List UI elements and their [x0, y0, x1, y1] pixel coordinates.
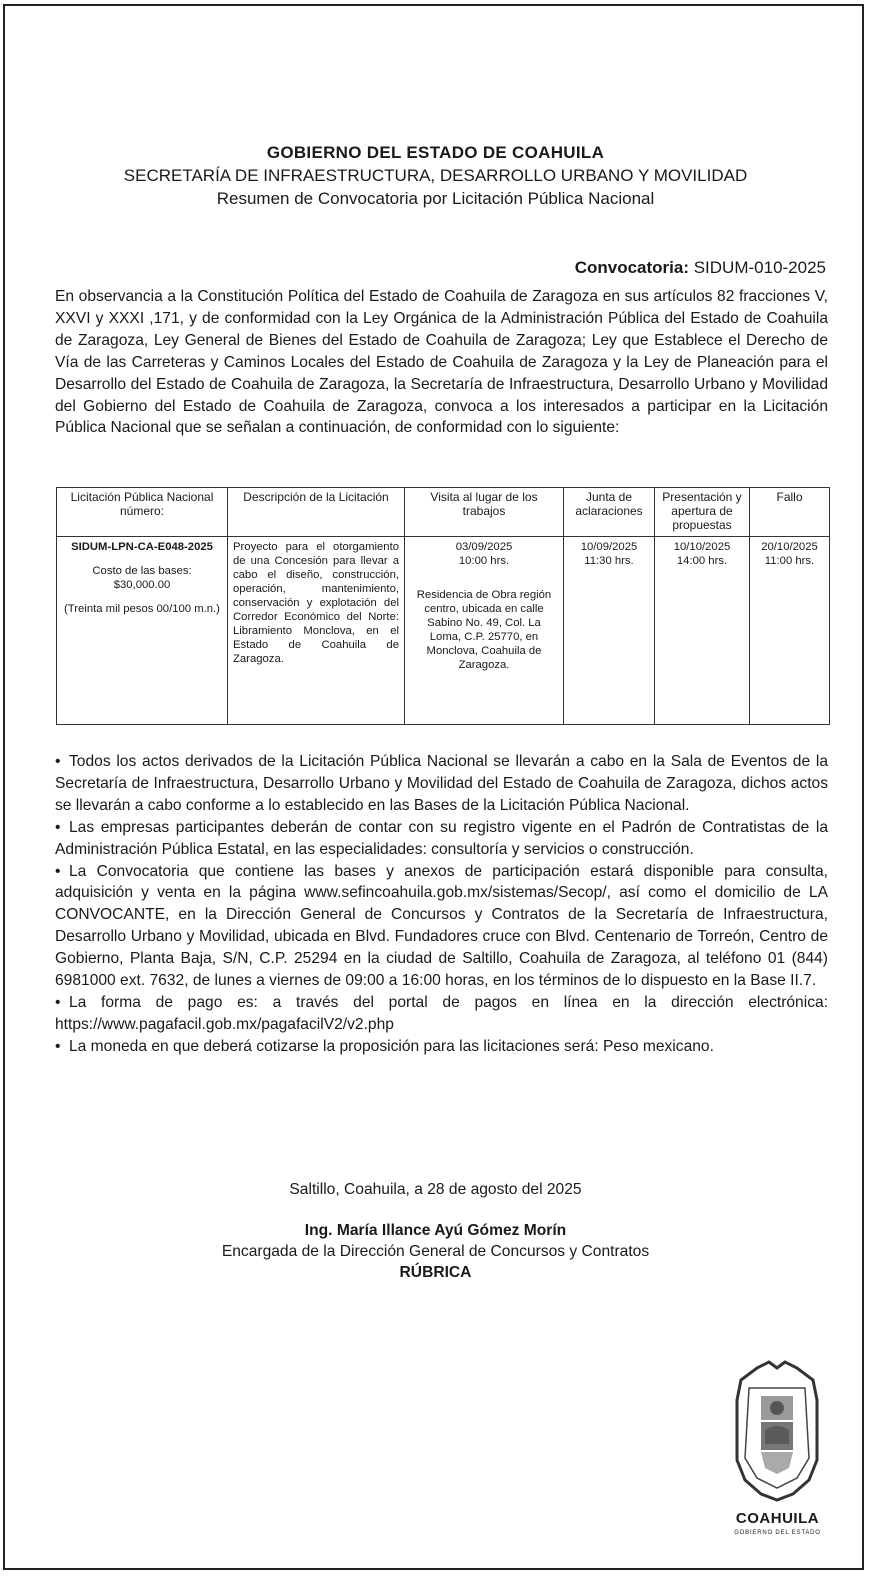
header-summary: Resumen de Convocatoria por Licitación Pública Nacional	[216, 189, 655, 208]
bullet-icon: •	[55, 862, 61, 880]
list-item: • La Convocatoria que contiene las bases y anexos de participación estará disponible para consulta, adquisición y venta en la página www.sefincoahuila.gob.mx/sistemas/Secop/, así como el domicilio de LA CONVOCANTE, en la Dirección General de Concursos y Contratos de la Secretaría de Infraestructura, Desarrollo Urbano y Movilidad, ubicada en Blvd. Fundadores cruce con Blvd. Centenario de Torreón, Centro de Gobierno, Planta Baja, S/N, C.P. 25294 en la ciudad de Saltillo, Coahuila de Zaragoza, al teléfono 01 (844) 6981000 ext. 7632, de lunes a viernes de 09:00 a 16:00 horas, en los términos de lo dispuesto en la Base II.7.	[55, 862, 828, 990]
present-time: 14:00 hrs.	[676, 555, 728, 567]
list-item: • Todos los actos derivados de la Licitación Pública Nacional se llevarán a cabo en la Sala de Eventos de la Secretaría de Infraestructura, Desarrollo Urbano y Movilidad del Estado de Coahuila de Zaragoza, dichos actos se llevarán a cabo conforme a lo establecido en las Bases de la Licitación Pública Nacional.	[55, 753, 828, 814]
cost-words: (Treinta mil pesos 00/100 m.n.)	[64, 603, 220, 615]
col-header-descripcion: Descripción de la Licitación	[228, 488, 405, 537]
coahuila-logo-subtitle: GOBIERNO DEL ESTADO	[734, 1530, 821, 1536]
bullet-icon: •	[55, 993, 61, 1011]
list-item: • Las empresas participantes deberán de contar con su registro vigente en el Padrón de Contratistas de la Administración Pública Estatal, en las especialidades: consultoría y servicios o construcción.	[55, 818, 828, 858]
rubrica-label: RÚBRICA	[399, 1264, 472, 1281]
signature-block	[0, 1220, 871, 1283]
col-header-numero: Licitación Pública Nacional número:	[57, 488, 228, 537]
licitacion-table	[56, 487, 830, 725]
list-item: • La moneda en que deberá cotizarse la proposición para las licitaciones será: Peso mexicano.	[55, 1036, 828, 1058]
signer-name: Ing. María Illance Ayú Gómez Morín	[304, 1222, 567, 1239]
cell-junta	[564, 537, 655, 725]
cell-presentacion	[655, 537, 750, 725]
list-item: • La forma de pago es: a través del portal de pagos en línea en la dirección electrónica: https://www.pagafacil.gob.mx/pagafacilV2/v2.php	[55, 993, 828, 1033]
col-header-presentacion: Presentación y apertura de propuestas	[655, 488, 750, 537]
visit-time: 10:00 hrs.	[458, 555, 510, 567]
cost-value: $30,000.00	[113, 579, 171, 591]
intro-paragraph: En observancia a la Constitución Política del Estado de Coahuila de Zaragoza en sus artículos 82 fracciones V, XXVI y XXXI ,171, y de conformidad con la Ley Orgánica de la Administración Pública del Estado de Coahuila de Zaragoza, Ley General de Bienes del Estado de Coahuila de Zaragoza; Ley que Establece el Derecho de Vía de las Carreteras y Caminos Locales del Estado de Coahuila de Zaragoza y la Ley de Planeación para el Desarrollo del Estado de Coahuila de Zaragoza, la Secretaría de Infraestructura, Desarrollo Urbano y Movilidad del Gobierno del Estado de Coahuila de Zaragoza, convoca a los interesados a participar en la Licitación Pública Nacional que se señalan a continuación, de conformidad con lo siguiente:	[55, 288, 828, 437]
bullet-icon: •	[55, 1037, 61, 1055]
cost-label: Costo de las bases:	[92, 565, 192, 577]
bullet-icon: •	[55, 818, 61, 836]
visit-place: Residencia de Obra región centro, ubicada en calle Sabino No. 49, Col. La Loma, C.P. 25770, en Monclova, Coahuila de Zaragoza.	[416, 589, 552, 671]
document-header	[0, 142, 871, 210]
table-row	[57, 537, 830, 725]
cell-numero	[57, 537, 228, 725]
junta-time: 11:30 hrs.	[584, 555, 634, 567]
table-header-row	[57, 488, 830, 537]
cell-visita	[405, 537, 564, 725]
col-header-visita: Visita al lugar de los trabajos	[405, 488, 564, 537]
col-header-fallo: Fallo	[750, 488, 830, 537]
present-date: 10/10/2025	[673, 541, 731, 553]
conditions-list	[55, 751, 828, 1058]
convocatoria-number	[575, 258, 826, 278]
bullet-icon: •	[55, 753, 61, 770]
cell-fallo	[750, 537, 830, 725]
cell-descripcion: Proyecto para el otorgamiento de una Concesión para llevar a cabo el diseño, construcción, operación, mantenimiento, conservación y explotación del Corredor Económico del Norte: Libramiento Monclova, en el Estado de Coahuila de Zaragoza.	[228, 537, 405, 725]
visit-date: 03/09/2025	[455, 541, 513, 553]
col-header-junta: Junta de aclaraciones	[564, 488, 655, 537]
place-date: Saltillo, Coahuila, a 28 de agosto del 2025	[289, 1181, 582, 1198]
fallo-date: 20/10/2025	[761, 541, 818, 553]
convocatoria-value: SIDUM-010-2025	[693, 258, 826, 277]
convocatoria-label: Convocatoria:	[574, 258, 689, 277]
signer-role: Encargada de la Dirección General de Concursos y Contratos	[221, 1243, 650, 1260]
junta-date: 10/09/2025	[580, 541, 638, 553]
licitacion-number: SIDUM-LPN-CA-E048-2025	[71, 541, 213, 553]
coahuila-logo-text: COAHUILA	[735, 1510, 820, 1527]
fallo-time: 11:00 hrs.	[764, 555, 815, 567]
header-secretaria: SECRETARÍA DE INFRAESTRUCTURA, DESARROLLO URBANO Y MOVILIDAD	[123, 166, 748, 185]
header-government: GOBIERNO DEL ESTADO DE COAHUILA	[266, 143, 605, 162]
